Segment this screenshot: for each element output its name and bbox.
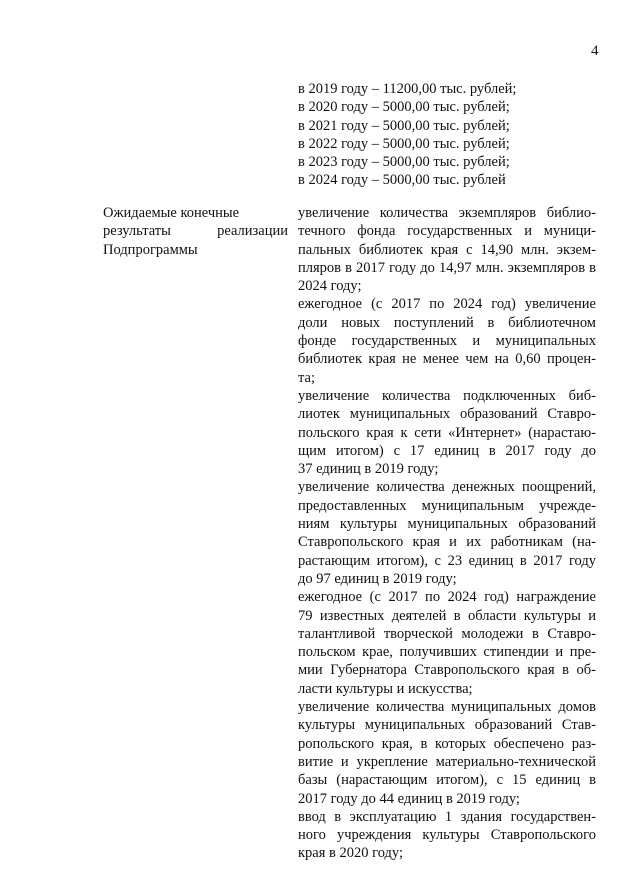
result-item <box>298 588 596 698</box>
result-line: польского края к сети «Интернет» (нарастаю- <box>298 424 596 441</box>
result-line: ласти культуры и искусства; <box>298 680 473 697</box>
expected-results-label <box>103 204 288 259</box>
result-line: увеличение количества подключенных биб- <box>298 387 596 404</box>
result-item <box>298 808 596 863</box>
expected-results-list <box>298 204 596 863</box>
result-line: предоставленных муниципальным учрежде- <box>298 497 596 514</box>
result-line: 2024 году; <box>298 278 362 295</box>
result-line: течного фонда государственных и муници- <box>298 223 596 240</box>
result-line: ежегодное (с 2017 по 2024 год) награждение <box>298 589 596 606</box>
result-line: Ставропольского края и их работникам (на- <box>298 534 596 551</box>
result-line: увеличение количества муниципальных домов <box>298 699 596 716</box>
result-item <box>298 387 596 478</box>
result-item <box>298 698 596 808</box>
result-line: доли новых поступлений в библиотечном <box>298 314 596 331</box>
result-line: 79 известных деятелей в области культуры и <box>298 607 596 624</box>
funding-line: в 2021 году – 5000,00 тыс. рублей; <box>298 117 510 134</box>
label-line: Ожидаемые конечные <box>103 205 240 221</box>
result-line: лиотек муниципальных образований Ставро- <box>298 406 596 423</box>
result-line: увеличение количества денежных поощрений, <box>298 479 596 496</box>
result-line: увеличение количества экземпляров библио- <box>298 205 596 221</box>
result-item <box>298 295 596 386</box>
page-number: 4 <box>591 43 599 59</box>
label-word: результаты <box>103 223 171 240</box>
result-line: витие и укрепление материально-технической <box>298 753 596 770</box>
result-line: мии Губернатора Ставропольского края в об- <box>298 662 596 679</box>
result-line: польском крае, получивших стипендии и пре- <box>298 644 596 661</box>
result-line: растающим итогом), с 23 единиц в 2017 году <box>298 552 596 569</box>
funding-by-year-list <box>298 80 598 190</box>
result-line: пляров в 2017 году до 14,97 млн. экземпляров в <box>298 259 596 276</box>
result-line: края в 2020 году; <box>298 845 404 862</box>
funding-line: в 2019 году – 11200,00 тыс. рублей; <box>298 81 517 97</box>
result-line: 37 единиц в 2019 году; <box>298 461 439 478</box>
result-line: фонде государственных и муниципальных <box>298 333 596 350</box>
result-line: до 97 единиц в 2019 году; <box>298 570 457 587</box>
result-item <box>298 204 596 295</box>
result-line: 2017 году до 44 единиц в 2019 году; <box>298 790 520 807</box>
label-word: реализации <box>217 223 288 240</box>
result-item <box>298 478 596 588</box>
result-line: ного учреждения культуры Ставропольского <box>298 827 596 844</box>
result-line: ежегодное (с 2017 по 2024 год) увеличение <box>298 296 596 313</box>
result-line: талантливой творческой молодежи в Ставро- <box>298 625 596 642</box>
funding-line: в 2024 году – 5000,00 тыс. рублей <box>298 172 506 189</box>
result-line: базы (нарастающим итогом), с 15 единиц в <box>298 772 596 789</box>
funding-line: в 2022 году – 5000,00 тыс. рублей; <box>298 135 510 152</box>
result-line: ввод в эксплуатацию 1 здания государствен- <box>298 808 596 825</box>
result-line: культуры муниципальных образований Став- <box>298 717 596 734</box>
result-line: ропольского края, в которых обеспечено раз- <box>298 735 596 752</box>
result-line: та; <box>298 369 315 386</box>
label-line: Подпрограммы <box>103 241 198 258</box>
funding-line: в 2023 году – 5000,00 тыс. рублей; <box>298 154 510 171</box>
result-line: пальных библиотек края с 14,90 млн. экзем- <box>298 241 596 258</box>
funding-line: в 2020 году – 5000,00 тыс. рублей; <box>298 99 510 116</box>
result-line: ниям культуры муниципальных образований <box>298 516 596 533</box>
result-line: библиотек края не менее чем на 0,60 процен- <box>298 351 596 368</box>
result-line: щим итогом) с 17 единиц в 2017 году до <box>298 442 596 459</box>
label-line <box>103 222 288 240</box>
